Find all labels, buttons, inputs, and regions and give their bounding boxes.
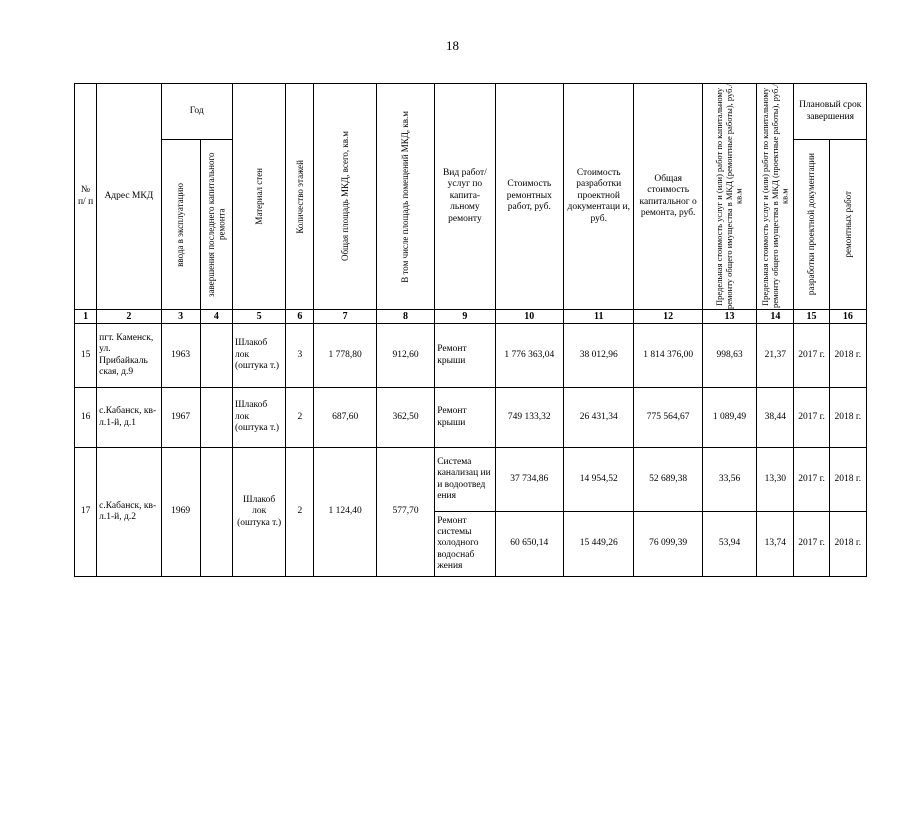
column-number: 6 xyxy=(286,310,314,324)
area-total-cell: 1 124,40 xyxy=(314,448,376,577)
limit-repair-cell: 33,56 xyxy=(702,448,756,512)
cost-total-cell: 52 689,38 xyxy=(634,448,702,512)
header-col-4: завершения последнего капитального ремонта xyxy=(200,140,232,310)
header-col-14: Предельная стоимость услуг и (или) работ по капитальному ремонту общего имущества в МКД (проектные работы), руб./кв.м xyxy=(757,84,794,310)
work-type-cell: Система канализац ии и водоотвед ения xyxy=(435,448,495,512)
column-number-row xyxy=(75,310,867,324)
limit-repair-cell: 1 089,49 xyxy=(702,388,756,448)
address-cell: пгт. Каменск, ул. Прибайкаль ская, д.9 xyxy=(97,324,161,388)
table-row xyxy=(75,324,867,388)
header-col-8: В том числе площадь помещений МКД, кв.м xyxy=(376,84,434,310)
cost-total-cell: 775 564,67 xyxy=(634,388,702,448)
column-number: 11 xyxy=(564,310,634,324)
header-col-9: Вид работ/ услуг по капита- льному ремонту xyxy=(435,84,495,310)
year-built-cell: 1963 xyxy=(161,324,200,388)
plan-design-cell: 2017 г. xyxy=(794,324,829,388)
capital-repair-table xyxy=(74,83,867,577)
plan-repair-cell: 2018 г. xyxy=(829,512,866,577)
column-number: 1 xyxy=(75,310,97,324)
header-col-1: № п/ п xyxy=(75,84,97,310)
column-number: 12 xyxy=(634,310,702,324)
cost-design-cell: 14 954,52 xyxy=(564,448,634,512)
header-col-2: Адрес МКД xyxy=(97,84,161,310)
limit-repair-cell: 998,63 xyxy=(702,324,756,388)
header-row-1 xyxy=(75,84,867,140)
limit-design-cell: 21,37 xyxy=(757,324,794,388)
header-col-11: Стоимость разработки проектной документаци и, руб. xyxy=(564,84,634,310)
limit-design-cell: 13,30 xyxy=(757,448,794,512)
row-number: 17 xyxy=(75,448,97,577)
cost-design-cell: 38 012,96 xyxy=(564,324,634,388)
material-cell: Шлакоб лок (оштука т.) xyxy=(232,448,285,577)
column-number: 4 xyxy=(200,310,232,324)
cost-repair-cell: 37 734,86 xyxy=(495,448,563,512)
area-rooms-cell: 912,60 xyxy=(376,324,434,388)
limit-design-cell: 38,44 xyxy=(757,388,794,448)
header-col-13: Предельная стоимость услуг и (или) работ по капитальному ремонту общего имущества в МКД (ремонтные работы), руб./кв.м xyxy=(702,84,756,310)
work-type-cell: Ремонт крыши xyxy=(435,388,495,448)
header-plan-group: Плановый срок завершения xyxy=(794,84,867,140)
year-repair-cell xyxy=(200,388,232,448)
material-cell: Шлакоб лок (оштука т.) xyxy=(232,324,285,388)
area-total-cell: 687,60 xyxy=(314,388,376,448)
area-total-cell: 1 778,80 xyxy=(314,324,376,388)
floors-cell: 2 xyxy=(286,448,314,577)
column-number: 10 xyxy=(495,310,563,324)
plan-repair-cell: 2018 г. xyxy=(829,448,866,512)
material-cell: Шлакоб лок (оштука т.) xyxy=(232,388,285,448)
header-year-group: Год xyxy=(161,84,232,140)
cost-design-cell: 15 449,26 xyxy=(564,512,634,577)
cost-total-cell: 76 099,39 xyxy=(634,512,702,577)
plan-design-cell: 2017 г. xyxy=(794,512,829,577)
cost-repair-cell: 60 650,14 xyxy=(495,512,563,577)
cost-design-cell: 26 431,34 xyxy=(564,388,634,448)
work-type-cell: Ремонт крыши xyxy=(435,324,495,388)
address-cell: с.Кабанск, кв-л.1-й, д.2 xyxy=(97,448,161,577)
header-col-10: Стоимость ремонтных работ, руб. xyxy=(495,84,563,310)
plan-repair-cell: 2018 г. xyxy=(829,388,866,448)
area-rooms-cell: 577,70 xyxy=(376,448,434,577)
column-number: 3 xyxy=(161,310,200,324)
year-repair-cell xyxy=(200,324,232,388)
floors-cell: 3 xyxy=(286,324,314,388)
cost-repair-cell: 1 776 363,04 xyxy=(495,324,563,388)
limit-design-cell: 13,74 xyxy=(757,512,794,577)
year-built-cell: 1969 xyxy=(161,448,200,577)
header-col-16: ремонтных работ xyxy=(829,140,866,310)
work-type-cell: Ремонт системы холодного водоснаб жения xyxy=(435,512,495,577)
column-number: 2 xyxy=(97,310,161,324)
page-number: 18 xyxy=(446,38,459,53)
year-built-cell: 1967 xyxy=(161,388,200,448)
cost-total-cell: 1 814 376,00 xyxy=(634,324,702,388)
column-number: 8 xyxy=(376,310,434,324)
plan-repair-cell: 2018 г. xyxy=(829,324,866,388)
column-number: 14 xyxy=(757,310,794,324)
limit-repair-cell: 53,94 xyxy=(702,512,756,577)
column-number: 5 xyxy=(232,310,285,324)
column-number: 15 xyxy=(794,310,829,324)
area-rooms-cell: 362,50 xyxy=(376,388,434,448)
plan-design-cell: 2017 г. xyxy=(794,448,829,512)
year-repair-cell xyxy=(200,448,232,577)
table-row xyxy=(75,448,867,512)
row-number: 16 xyxy=(75,388,97,448)
header-col-3: ввода в эксплуатацию xyxy=(161,140,200,310)
header-col-5: Материал стен xyxy=(232,84,285,310)
address-cell: с.Кабанск, кв-л.1-й, д.1 xyxy=(97,388,161,448)
row-number: 15 xyxy=(75,324,97,388)
column-number: 9 xyxy=(435,310,495,324)
column-number: 13 xyxy=(702,310,756,324)
plan-design-cell: 2017 г. xyxy=(794,388,829,448)
table-row xyxy=(75,388,867,448)
column-number: 7 xyxy=(314,310,376,324)
header-col-6: Количество этажей xyxy=(286,84,314,310)
header-col-15: разработки проектной документации xyxy=(794,140,829,310)
header-col-12: Общая стоимость капитальног о ремонта, руб. xyxy=(634,84,702,310)
column-number: 16 xyxy=(829,310,866,324)
cost-repair-cell: 749 133,32 xyxy=(495,388,563,448)
floors-cell: 2 xyxy=(286,388,314,448)
header-col-7: Общая площадь МКД, всего, кв.м xyxy=(314,84,376,310)
